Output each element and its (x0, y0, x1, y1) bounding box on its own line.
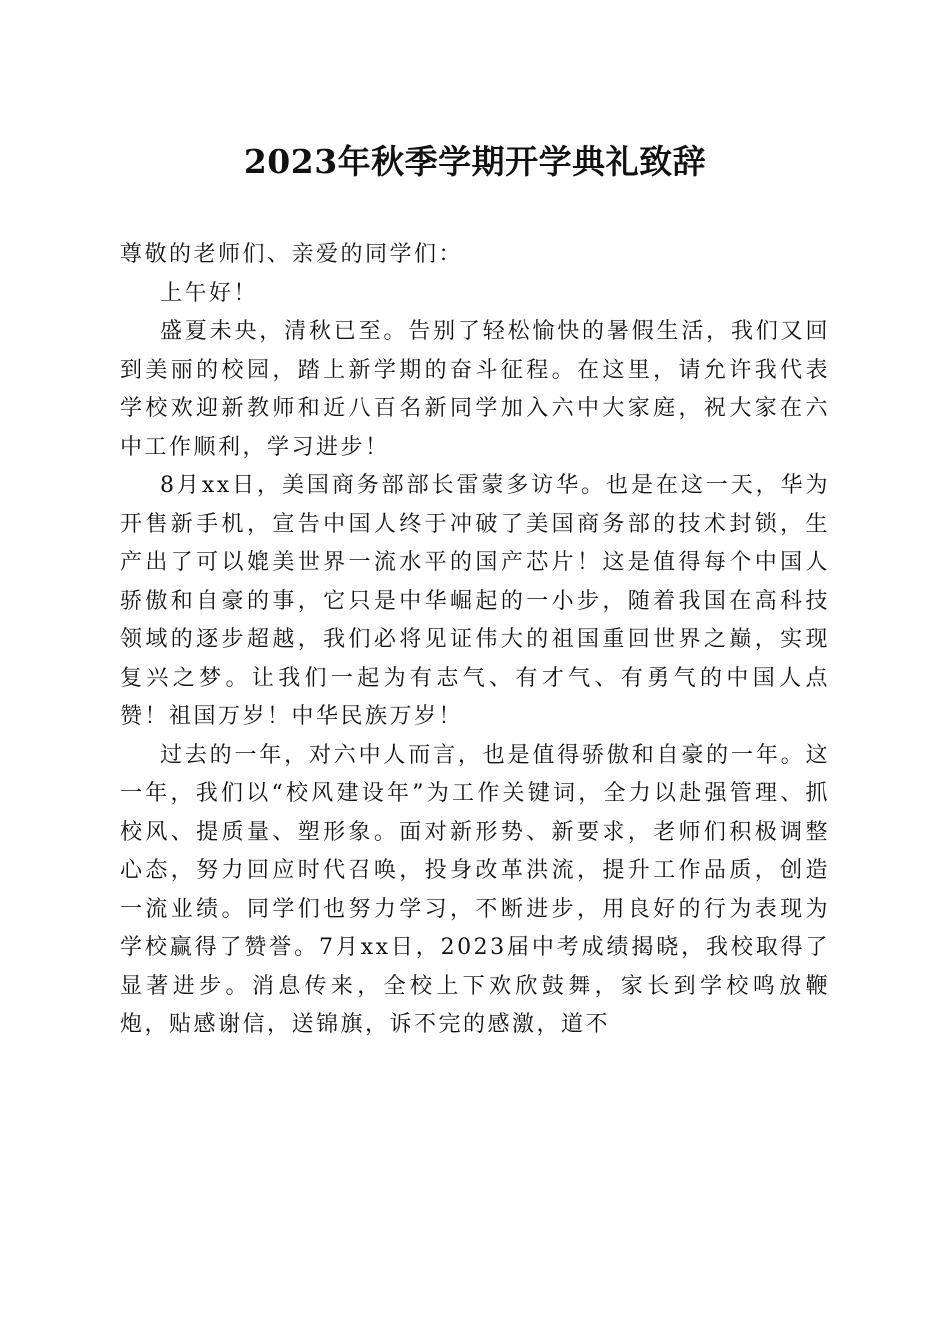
paragraph-huawei: 8月xx日，美国商务部部长雷蒙多访华。也是在这一天，华为开售新手机，宣告中国人终于冲破了美国商务部的技术封锁，生产出了可以媲美世界一流水平的国产芯片！这是值得每个中国人骄傲和自豪的事，它只是中华崛起的一小步，随着我国在高科技领域的逐步超越，我们必将见证伟大的祖国重回世界之巅，实现复兴之梦。让我们一起为有志气、有才气、有勇气的中国人点赞！祖国万岁！中华民族万岁！ (120, 473, 830, 729)
document-body (120, 236, 830, 1045)
page-title: 2023年秋季学期开学典礼致辞 (243, 142, 707, 181)
paragraph-greeting: 上午好！ (160, 280, 259, 306)
paragraph-review: 过去的一年，对六中人而言，也是值得骄傲和自豪的一年。这一年，我们以“校风建设年”为工作关键词，全力以赴强管理、抓校风、提质量、塑形象。面对新形势、新要求，老师们积极调整心态，努力回应时代召唤，投身改革洪流，提升工作品质，创造一流业绩。同学们也努力学习，不断进步，用良好的行为表现为学校赢得了赞誉。7月xx日，2023届中考成绩揭晓，我校取得了显著进步。消息传来，全校上下欢欣鼓舞，家长到学校鸣放鞭炮，贴感谢信，送锦旗，诉不完的感激，道不 (120, 742, 830, 1037)
paragraph-welcome: 盛夏未央，清秋已至。告别了轻松愉快的暑假生活，我们又回到美丽的校园，踏上新学期的奋斗征程。在这里，请允许我代表学校欢迎新教师和近八百名新同学加入六中大家庭，祝大家在六中工作顺利，学习进步！ (120, 319, 830, 460)
salutation: 尊敬的老师们、亲爱的同学们： (120, 242, 464, 267)
